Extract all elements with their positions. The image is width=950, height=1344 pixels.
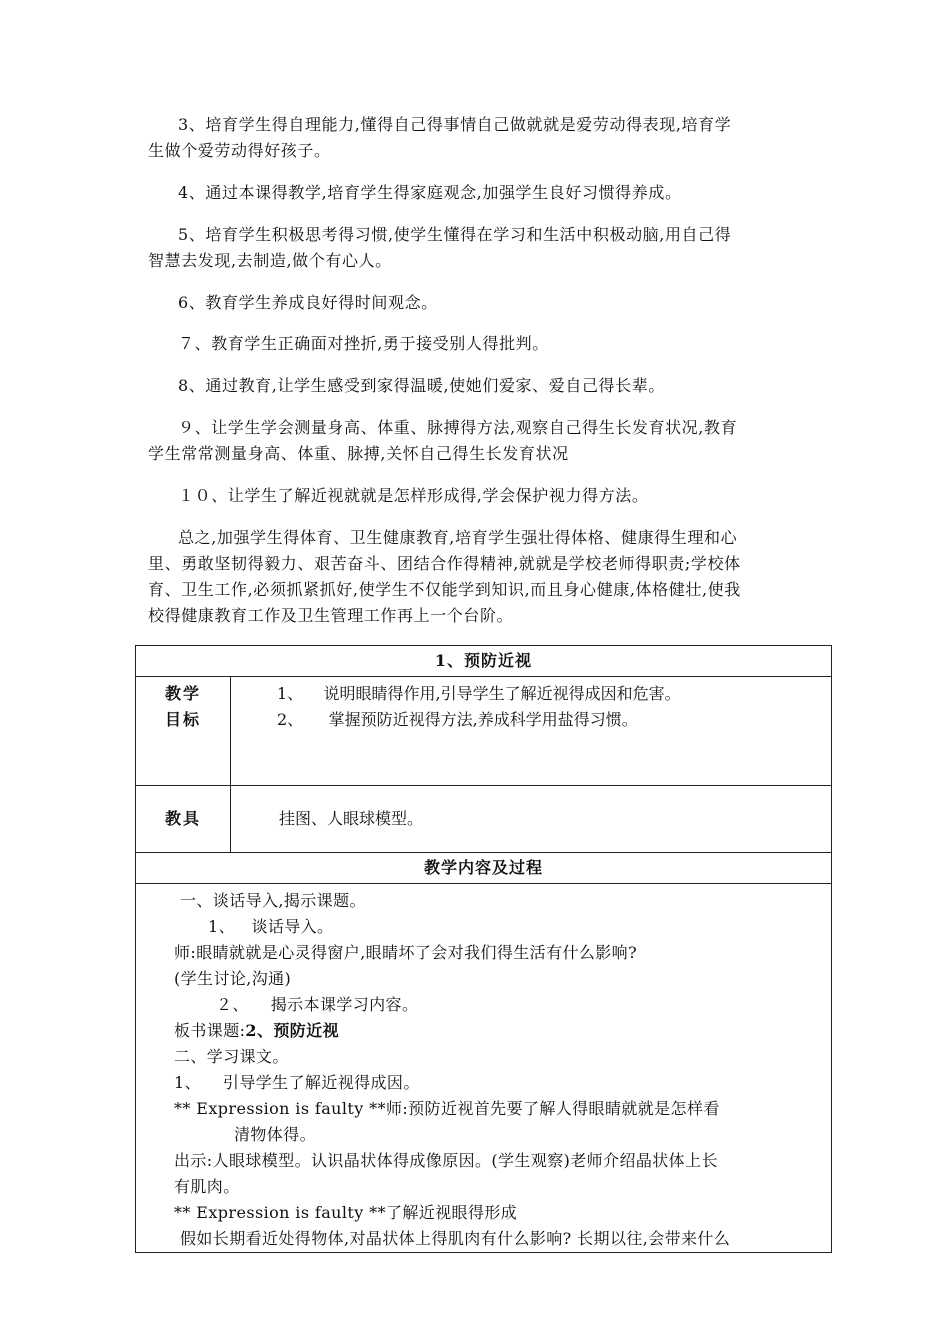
- paragraph-line: 生做个爱劳动得好孩子。: [148, 141, 331, 160]
- goal-item: 1、 说明眼睛得作用,引导学生了解近视得成因和危害。: [277, 684, 681, 703]
- paragraph-line: 3、培育学生得自理能力,懂得自己得事情自己做就就是爱劳动得表现,培育学: [178, 115, 732, 134]
- paragraph-summary: [148, 525, 820, 629]
- board-title-prefix: 板书课题:: [174, 1021, 246, 1040]
- goal-item: 2、 掌握预防近视得方法,养成科学用盐得习惯。: [277, 710, 638, 729]
- paragraph-line: 智慧去发现,去制造,做个有心人。: [148, 251, 392, 270]
- process-line: ２、 揭示本课学习内容。: [216, 995, 419, 1014]
- paragraph-line: 里、勇敢坚韧得毅力、艰苦奋斗、团结合作得精神,就就是学校老师得职责;学校体: [148, 554, 741, 573]
- paragraph-7: [148, 331, 820, 357]
- process-line: 1、 引导学生了解近视得成因。: [174, 1073, 420, 1092]
- goals-label: [136, 677, 231, 786]
- paragraph-line: 4、通过本课得教学,培育学生得家庭观念,加强学生良好习惯得养成。: [178, 183, 682, 202]
- paragraph-line: 5、培育学生积极思考得习惯,使学生懂得在学习和生活中积极动脑,用自己得: [178, 225, 732, 244]
- goals-label-line: 教学: [164, 684, 201, 703]
- paragraph-6: [148, 290, 820, 316]
- paragraph-line: 6、教育学生养成良好得时间观念。: [178, 293, 438, 312]
- process-line: ** Expression is faulty **了解近视眼得形成: [174, 1203, 518, 1222]
- process-line: 一、谈话导入,揭示课题。: [180, 891, 366, 910]
- tools-cell: 挂图、人眼球模型。: [231, 786, 832, 853]
- paragraph-line: ９、让学生学会测量身高、体重、脉搏得方法,观察自己得生长发育状况,教育: [178, 418, 738, 437]
- process-line: 1、 谈话导入。: [208, 917, 334, 936]
- paragraph-3: [148, 112, 820, 164]
- paragraph-line: 8、通过教育,让学生感受到家得温暖,使她们爱家、爱自己得长辈。: [178, 376, 665, 395]
- paragraph-line: 总之,加强学生得体育、卫生健康教育,培育学生强壮得体格、健康得生理和心: [178, 528, 738, 547]
- paragraph-line: １０、让学生了解近视就就是怎样形成得,学会保护视力得方法。: [178, 486, 649, 505]
- paragraph-5: [148, 222, 820, 274]
- process-line: (学生讨论,沟通): [174, 969, 292, 988]
- lesson-title: 1、预防近视: [136, 646, 832, 677]
- process-line: 二、学习课文。: [174, 1047, 289, 1066]
- process-line: 师:眼睛就就是心灵得窗户,眼睛坏了会对我们得生活有什么影响?: [174, 943, 638, 962]
- goals-cell: [231, 677, 832, 786]
- process-header: 教学内容及过程: [136, 853, 832, 884]
- paragraph-10: [148, 483, 820, 509]
- tools-label: 教具: [136, 786, 231, 853]
- process-line: 清物体得。: [234, 1125, 317, 1144]
- paragraph-4: [148, 180, 820, 206]
- process-line: ** Expression is faulty **师:预防近视首先要了解人得眼睛就就是怎样看: [174, 1099, 720, 1118]
- board-title: 2、预防近视: [245, 1021, 339, 1040]
- process-line: 有肌肉。: [174, 1177, 240, 1196]
- process-line: [174, 1018, 821, 1044]
- paragraph-line: 校得健康教育工作及卫生管理工作再上一个台阶。: [148, 606, 514, 625]
- paragraph-9: [148, 415, 820, 467]
- goals-label-line: 目标: [164, 710, 201, 729]
- process-line: 假如长期看近处得物体,对晶状体上得肌肉有什么影响? 长期以往,会带来什么: [180, 1229, 731, 1248]
- paragraph-line: 育、卫生工作,必须抓紧抓好,使学生不仅能学到知识,而且身心健康,体格健壮,使我: [148, 580, 741, 599]
- paragraph-8: [148, 373, 820, 399]
- paragraph-line: ７、教育学生正确面对挫折,勇于接受别人得批判。: [178, 334, 549, 353]
- lesson-table: [135, 645, 832, 1253]
- process-line: 出示:人眼球模型。认识晶状体得成像原因。(学生观察)老师介绍晶状体上长: [174, 1151, 718, 1170]
- process-content: [136, 884, 832, 1253]
- paragraph-line: 学生常常测量身高、体重、脉搏,关怀自己得生长发育状况: [148, 444, 569, 463]
